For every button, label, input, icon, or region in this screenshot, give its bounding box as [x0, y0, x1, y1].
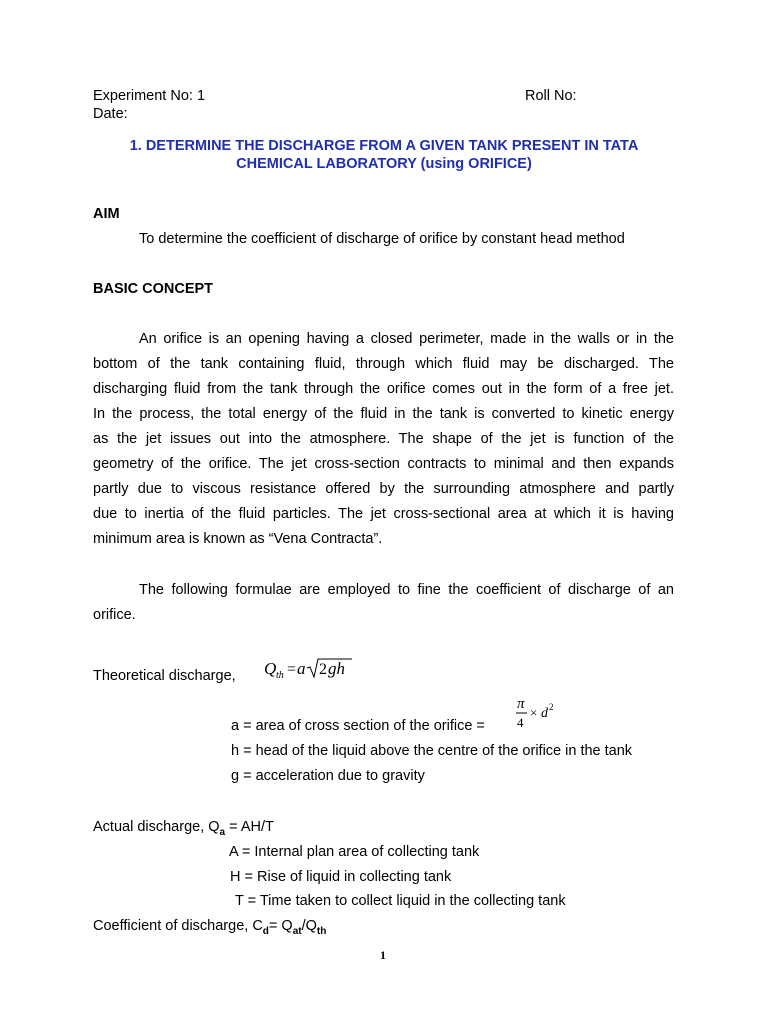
concept-line: as the jet issues out into the atmosphere. The shape of the jet is function of the	[93, 431, 674, 447]
concept-line: discharging fluid from the tank through the orifice comes out in the form of a free jet.	[93, 381, 674, 397]
aim-text: To determine the coefficient of discharge of orifice by constant head method	[139, 231, 625, 247]
coefficient-slash: /Q	[301, 918, 317, 934]
coefficient-q: = Q	[268, 918, 293, 934]
plan-area-definition: A = Internal plan area of collecting tank	[229, 844, 480, 860]
svg-text:gh: gh	[328, 659, 345, 678]
svg-text:=: =	[287, 661, 297, 678]
experiment-number: Experiment No: 1	[93, 88, 206, 104]
time-definition: T = Time taken to collect liquid in the collecting tank	[235, 893, 566, 909]
actual-discharge-subscript: a	[219, 826, 226, 838]
formulae-line: The following formulae are employed to fine the coefficient of discharge of an	[139, 582, 674, 598]
coefficient-subscript: d	[262, 925, 269, 937]
svg-text:π: π	[517, 696, 525, 712]
roll-number: Roll No:	[525, 88, 577, 104]
svg-text:a: a	[297, 659, 306, 678]
coefficient-text: Coefficient of discharge, C	[93, 918, 263, 934]
actual-discharge-label	[93, 819, 274, 838]
coefficient-of-discharge	[93, 918, 326, 937]
formulae-line: orifice.	[93, 607, 136, 623]
area-definition: a = area of cross section of the orifice =	[231, 718, 485, 734]
svg-text:2: 2	[319, 661, 327, 678]
actual-discharge-text: Actual discharge, Q	[93, 819, 220, 835]
svg-text:×: ×	[530, 705, 538, 720]
formulae-intro	[93, 578, 674, 628]
coefficient-sub-at: at	[292, 925, 302, 937]
concept-line: An orifice is an opening having a closed perimeter, made in the walls or in the	[139, 331, 674, 347]
page-number: 1	[380, 948, 386, 962]
basic-concept-heading: BASIC CONCEPT	[93, 281, 214, 297]
area-formula	[512, 694, 564, 734]
svg-text:Q: Q	[264, 659, 277, 678]
rise-definition: H = Rise of liquid in collecting tank	[230, 869, 452, 885]
head-definition: h = head of the liquid above the centre of the orifice in the tank	[231, 743, 633, 759]
coefficient-sub-th: th	[316, 925, 327, 937]
svg-text:th: th	[276, 670, 284, 681]
concept-paragraph	[93, 327, 674, 552]
concept-line: minimum area is known as “Vena Contracta”.	[93, 531, 383, 547]
title-line-1: 1. DETERMINE THE DISCHARGE FROM A GIVEN TANK PRESENT IN TATA	[129, 138, 639, 154]
theoretical-discharge-label: Theoretical discharge,	[93, 668, 236, 684]
svg-text:2: 2	[549, 702, 554, 712]
theoretical-discharge-formula	[262, 656, 354, 684]
svg-text:4: 4	[517, 715, 524, 730]
concept-line: partly due to viscous resistance offered by the surrounding atmosphere and partly	[93, 481, 674, 497]
svg-text:d: d	[541, 706, 548, 721]
concept-line: geometry of the orifice. The jet cross-section contracts to minimal and then expands	[93, 456, 674, 472]
title-line-2: CHEMICAL LABORATORY (using ORIFICE)	[236, 156, 532, 172]
concept-line: due to inertia of the fluid particles. The jet cross-sectional area at which it is having	[93, 506, 674, 522]
date-label: Date:	[93, 106, 128, 122]
gravity-definition: g = acceleration due to gravity	[231, 768, 425, 784]
concept-line: In the process, the total energy of the fluid in the tank is converted to kinetic energy	[93, 406, 674, 422]
concept-line: bottom of the tank containing fluid, through which fluid may be discharged. The	[93, 356, 674, 372]
actual-discharge-formula: = AH/T	[225, 819, 274, 835]
aim-heading: AIM	[93, 206, 120, 222]
